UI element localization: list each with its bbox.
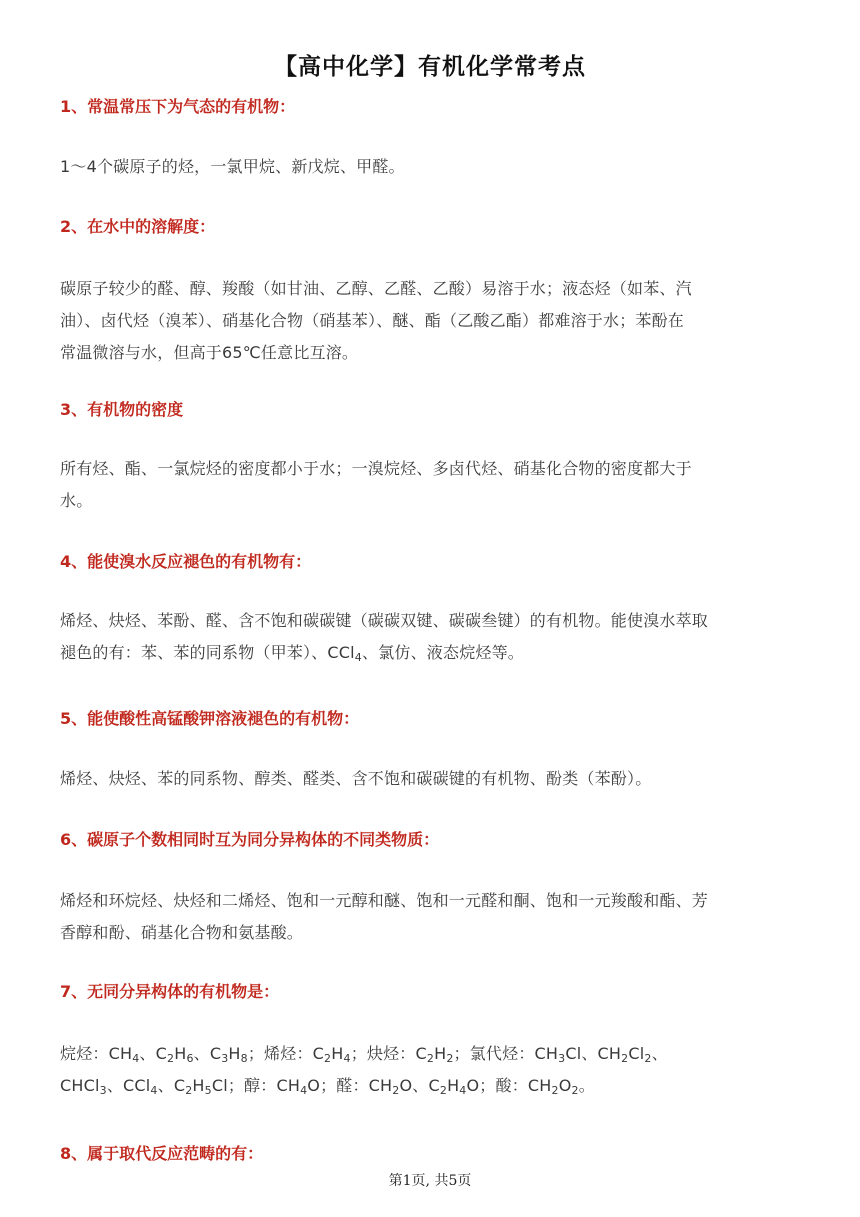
subscript: 4 — [132, 1052, 140, 1065]
body-line: 水。 — [60, 491, 93, 510]
formula-text: 、C — [157, 1076, 186, 1095]
subscript: 2 — [446, 1052, 454, 1065]
formula-line — [60, 1070, 805, 1102]
subscript: 2 — [392, 1084, 400, 1097]
body-line: 烯烃、炔烃、苯酚、醛、含不饱和碳碳键（碳碳双键、碳碳叁键）的有机物。能使溴水萃取 — [60, 611, 709, 630]
formula-text: O；醛：CH — [307, 1076, 393, 1095]
body-line: 常温微溶与水，但高于65℃任意比互溶。 — [60, 343, 359, 362]
formula-text: 烷烃：CH — [60, 1044, 133, 1063]
page-title: 【高中化学】有机化学常考点 — [274, 53, 586, 80]
formula-text: 、C — [139, 1044, 167, 1063]
section-1-body — [60, 151, 805, 183]
body-line — [60, 637, 805, 669]
section-6-heading — [60, 828, 805, 852]
subscript: 3 — [221, 1052, 229, 1065]
subscript: 8 — [240, 1052, 248, 1065]
body-line: 碳原子较少的醛、醇、羧酸（如甘油、乙醇、乙醛、乙酸）易溶于水；液态烃（如苯、汽 — [60, 279, 692, 298]
heading: 2、在水中的溶解度： — [60, 217, 216, 236]
formula-text: 、 — [651, 1044, 668, 1063]
subscript: 4 — [343, 1052, 351, 1065]
formula-text: H — [228, 1044, 241, 1063]
section-2-heading — [60, 215, 805, 239]
subscript: 6 — [186, 1052, 194, 1065]
section-6-body — [60, 885, 805, 949]
formula-text: ；氯代烃：CH — [453, 1044, 559, 1063]
formula-text: CHCl — [60, 1076, 100, 1095]
subscript: 2 — [644, 1052, 652, 1065]
heading: 6、碳原子个数相同时互为同分异构体的不同类物质： — [60, 830, 440, 849]
section-3-heading — [60, 398, 805, 422]
body-line: 所有烃、酯、一氯烷烃的密度都小于水；一溴烷烃、多卤代烃、硝基化合物的密度都大于 — [60, 459, 692, 478]
subscript: 5 — [204, 1084, 212, 1097]
subscript: 2 — [571, 1084, 579, 1097]
formula-text: 、C — [193, 1044, 222, 1063]
section-5-heading — [60, 707, 805, 731]
formula-text: H — [447, 1076, 460, 1095]
formula-text: ；烯烃：C — [247, 1044, 325, 1063]
subscript: 2 — [621, 1052, 629, 1065]
section-3-body — [60, 453, 805, 517]
subscript: 3 — [558, 1052, 566, 1065]
subscript: 4 — [459, 1084, 467, 1097]
heading: 8、属于取代反应范畴的有： — [60, 1144, 264, 1163]
body-line: 烯烃和环烷烃、炔烃和二烯烃、饱和一元醇和醚、饱和一元醛和酮、饱和一元羧酸和酯、芳 — [60, 891, 709, 910]
subscript: 2 — [426, 1052, 435, 1065]
formula-text: H — [174, 1044, 187, 1063]
subscript: 2 — [185, 1084, 193, 1097]
subscript: 2 — [324, 1052, 332, 1065]
section-1-heading — [60, 95, 805, 119]
formula-text: H — [331, 1044, 344, 1063]
page-footer: 第1页, 共5页 — [388, 1173, 472, 1189]
body-text: 褪色的有：苯、苯的同系物（甲苯）、CCl — [60, 643, 355, 662]
formula-text: O；酸：CH — [466, 1076, 552, 1095]
body-line: 油）、卤代烃（溴苯）、硝基化合物（硝基苯）、醚、酯（乙酸乙酯）都难溶于水；苯酚在 — [60, 311, 685, 330]
section-4-heading — [60, 550, 805, 574]
section-2-body — [60, 273, 805, 369]
formula-text: H — [434, 1044, 447, 1063]
subscript: 4 — [354, 651, 362, 664]
formula-line — [60, 1038, 805, 1070]
heading: 1、常温常压下为气态的有机物： — [60, 97, 296, 116]
formula-text: O、C — [399, 1076, 440, 1095]
heading: 3、有机物的密度 — [60, 400, 184, 419]
body-line: 烯烃、炔烃、苯的同系物、醇类、醛类、含不饱和碳碳键的有机物、酚类（苯酚）。 — [60, 769, 652, 788]
formula-text: H — [192, 1076, 205, 1095]
heading: 5、能使酸性高锰酸钾溶液褪色的有机物： — [60, 709, 360, 728]
heading: 7、无同分异构体的有机物是： — [60, 982, 280, 1001]
formula-text: O — [558, 1076, 572, 1095]
subscript: 4 — [300, 1084, 308, 1097]
section-7-body — [60, 1038, 805, 1102]
section-8-heading — [60, 1142, 805, 1166]
formula-text: Cl、CH — [565, 1044, 622, 1063]
subscript: 2 — [439, 1084, 448, 1097]
subscript: 4 — [150, 1084, 158, 1097]
section-5-body — [60, 763, 805, 795]
formula-text: Cl；醇：CH — [211, 1076, 301, 1095]
formula-text: Cl — [628, 1044, 645, 1063]
section-7-heading — [60, 980, 805, 1004]
subscript: 2 — [167, 1052, 175, 1065]
body-line: 1～4个碳原子的烃，一氯甲烷、新戊烷、甲醛。 — [60, 157, 405, 176]
body-text: 、氯仿、液态烷烃等。 — [362, 643, 525, 662]
formula-text: 。 — [578, 1076, 595, 1095]
subscript: 3 — [99, 1084, 107, 1097]
heading: 4、能使溴水反应褪色的有机物有： — [60, 552, 312, 571]
formula-text: 、CCl — [106, 1076, 151, 1095]
formula-text: ；炔烃：C — [350, 1044, 427, 1063]
body-line: 香醇和酚、硝基化合物和氨基酸。 — [60, 923, 304, 942]
section-4-body — [60, 605, 805, 669]
subscript: 2 — [551, 1084, 559, 1097]
